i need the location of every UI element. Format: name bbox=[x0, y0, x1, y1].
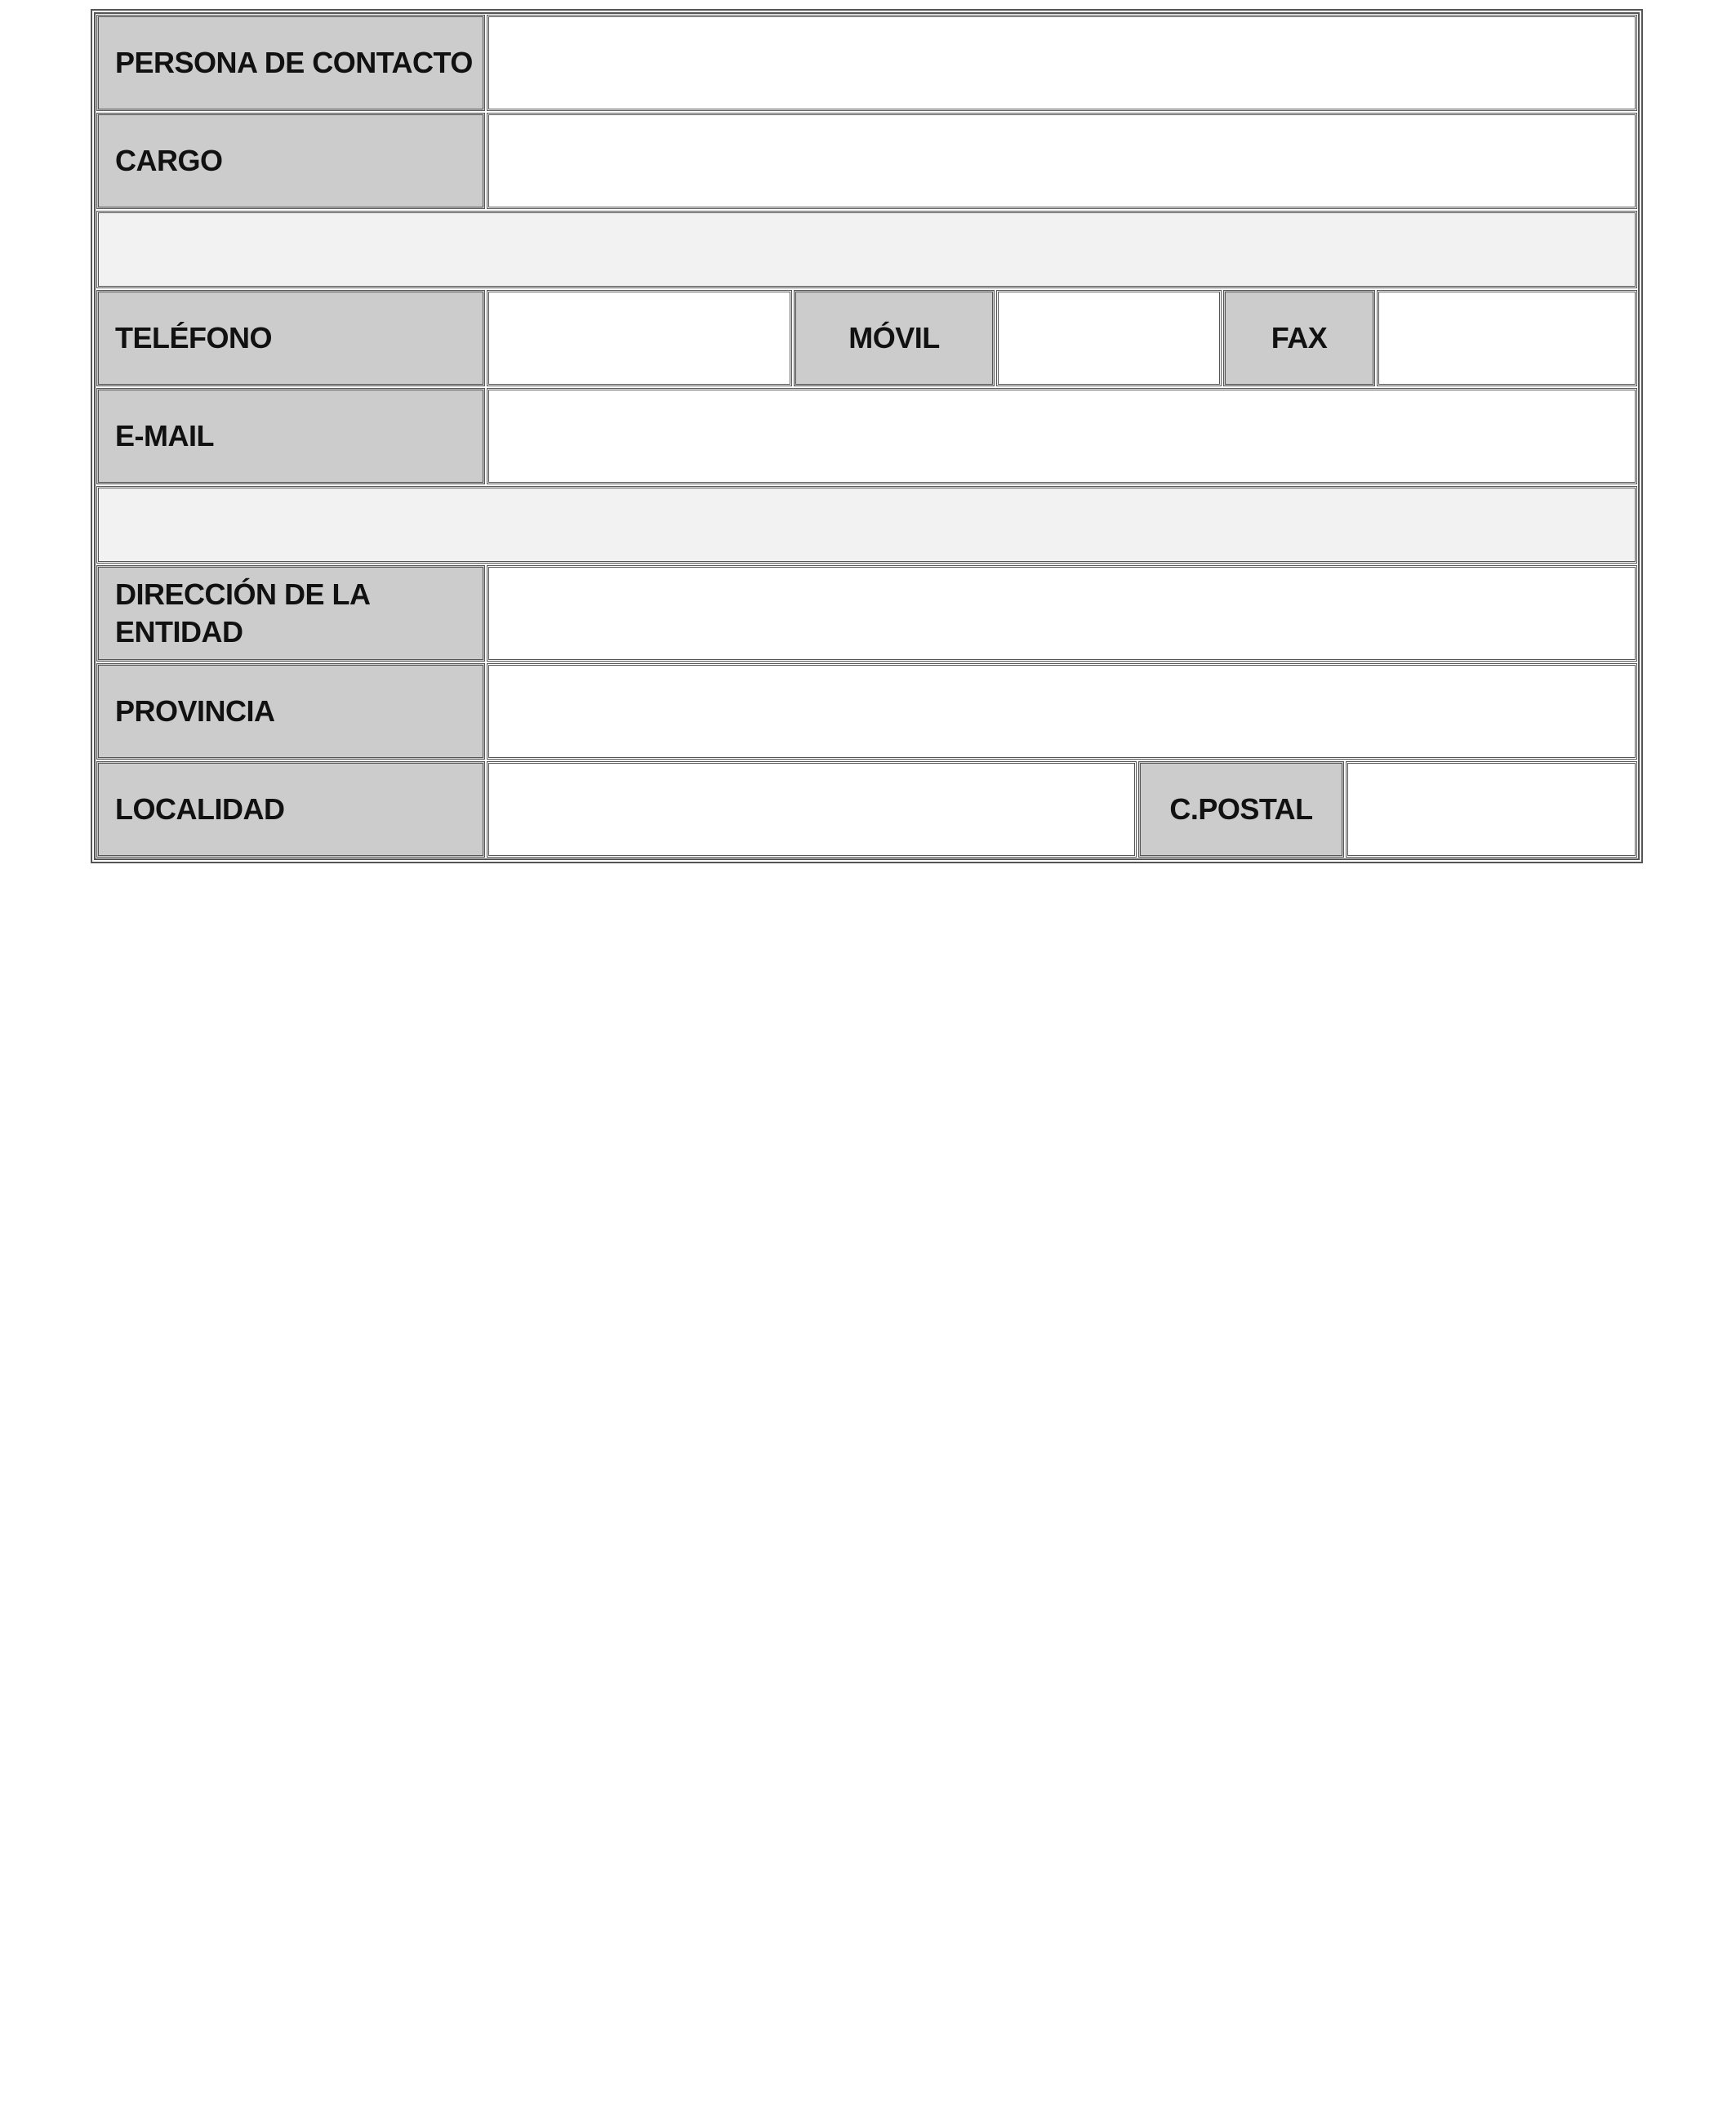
cargo-label: CARGO bbox=[96, 113, 485, 209]
contact-form-table bbox=[94, 12, 1640, 860]
row-direccion bbox=[96, 564, 1638, 662]
email-field[interactable] bbox=[487, 388, 1637, 484]
cpostal-field[interactable] bbox=[1346, 761, 1637, 858]
direccion-label-line1: DIRECCIÓN DE LA bbox=[115, 577, 371, 611]
telefono-label: TELÉFONO bbox=[96, 290, 485, 386]
separator-band-2 bbox=[96, 485, 1638, 564]
row-provincia bbox=[96, 662, 1638, 760]
separator-band-1 bbox=[96, 210, 1638, 289]
provincia-label: PROVINCIA bbox=[96, 663, 485, 760]
email-label: E-MAIL bbox=[96, 388, 485, 484]
row-cargo bbox=[96, 112, 1638, 210]
localidad-field[interactable] bbox=[487, 761, 1137, 858]
provincia-field[interactable] bbox=[487, 663, 1637, 760]
separator-band bbox=[96, 211, 1637, 288]
localidad-label: LOCALIDAD bbox=[96, 761, 485, 858]
persona-contacto-field[interactable] bbox=[487, 15, 1637, 111]
fax-field[interactable] bbox=[1377, 290, 1637, 386]
row-telefono bbox=[96, 289, 1638, 387]
movil-field[interactable] bbox=[996, 290, 1222, 386]
movil-label: MÓVIL bbox=[794, 290, 995, 386]
row-email bbox=[96, 387, 1638, 485]
telefono-field[interactable] bbox=[487, 290, 792, 386]
direccion-field[interactable] bbox=[487, 565, 1637, 662]
fax-label: FAX bbox=[1223, 290, 1375, 386]
direccion-label-line2: ENTIDAD bbox=[115, 615, 243, 649]
direccion-label bbox=[96, 565, 485, 662]
row-persona-contacto bbox=[96, 14, 1638, 112]
persona-contacto-label: PERSONA DE CONTACTO bbox=[96, 15, 485, 111]
separator-band bbox=[96, 486, 1637, 564]
cargo-field[interactable] bbox=[487, 113, 1637, 209]
row-localidad bbox=[96, 760, 1638, 858]
cpostal-label: C.POSTAL bbox=[1138, 761, 1344, 858]
